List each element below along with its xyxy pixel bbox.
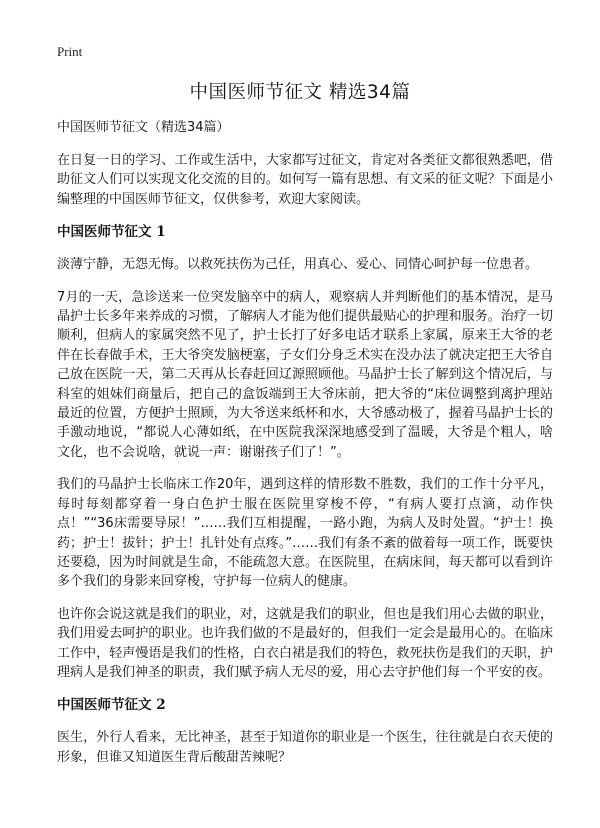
print-link[interactable]: Print [57,44,83,59]
article-subtitle: 中国医师节征文（精选34篇） [57,120,230,135]
section-1 [57,222,553,682]
section-heading: 中国医师节征文 1 [57,224,166,241]
section-paragraph: 医生，外行人看来，无比神圣，甚至于知道你的职业是一个医生，往往就是白衣天使的形象，但谁又知道医生背后酸甜苦辣呢？ [57,730,553,765]
section-2 [57,695,553,767]
section-heading: 中国医师节征文 2 [57,697,166,714]
section-paragraph: 也许你会说这就是我们的职业，对，这就是我们的职业，但也是我们用心去做的职业，我们用爱去呵护的职业。也许我们做的不是最好的，但我们一定会是最用心的。在临床工作中，轻声慢语是我们的性格，白衣白裙是我们的特色，救死扶伤是我们的天职，护理病人是我们神圣的职责，我们赋予病人无尽的爱，用心去守护他们每一个平安的夜。 [57,606,553,680]
section-paragraph: 7月的一天，急诊送来一位突发脑卒中的病人，观察病人并判断他们的基本情况，是马晶护士长多年来养成的习惯，了解病人才能为他们提供最贴心的护理和服务。治疗一切顺利，但病人的家属突然不见了，护士长打了好多电话才联系上家属，原来王大爷的老伴在长春做手术，王大爷突发脑梗塞，子女们分身乏术实在没办法了就决定把王大爷自己放在医院一天，第二天再从长春赶回辽源照顾他。马晶护士长了解到这个情况后，与科室的姐妹们商量后，把自己的盒饭端到王大爷床前，把大爷的“床位调整到离护理站最近的位置，方便护士照顾，为大爷送来纸杯和水，大爷感动极了，握着马晶护士长的手激动地说，“都说人心薄如纸，在中医院我深深地感受到了温暖，大爷是个粗人，啥文化，也不会说啥，就说一声：谢谢孩子们了！”。 [57,289,553,460]
section-paragraph: 淡薄宁静，无怨无悔。以救死扶伤为己任，用真心、爱心、同情心呵护每一位患者。 [57,257,539,273]
article-body [57,118,553,780]
section-paragraph: 我们的马晶护士长临床工作20年，遇到这样的情形数不胜数，我们的工作十分平凡，每时每刻都穿着一身白色护士服在医院里穿梭不停，“有病人要打点滴，动作快点！”“36床需要导尿！”……我们互相提醒，一路小跑，为病人及时处置。“护士！换药；护士！拔针；护士！扎针处有点疼。”……我们有条不紊的做着每一项工作，既要快还要稳，因为时间就是生命，不能疏忽大意。在医院里，在病床间，每天都可以看到许多个我们的身影来回穿梭，守护每一位病人的健康。 [57,477,553,590]
page-title: 中国医师节征文 精选34篇 [189,82,411,103]
intro-paragraph: 在日复一日的学习、工作或生活中，大家都写过征文，肯定对各类征文都很熟悉吧，借助征文人们可以实现文化交流的目的。如何写一篇有思想、有文采的征文呢？下面是小编整理的中国医师节征文，仅供参考，欢迎大家阅读。 [57,153,553,207]
